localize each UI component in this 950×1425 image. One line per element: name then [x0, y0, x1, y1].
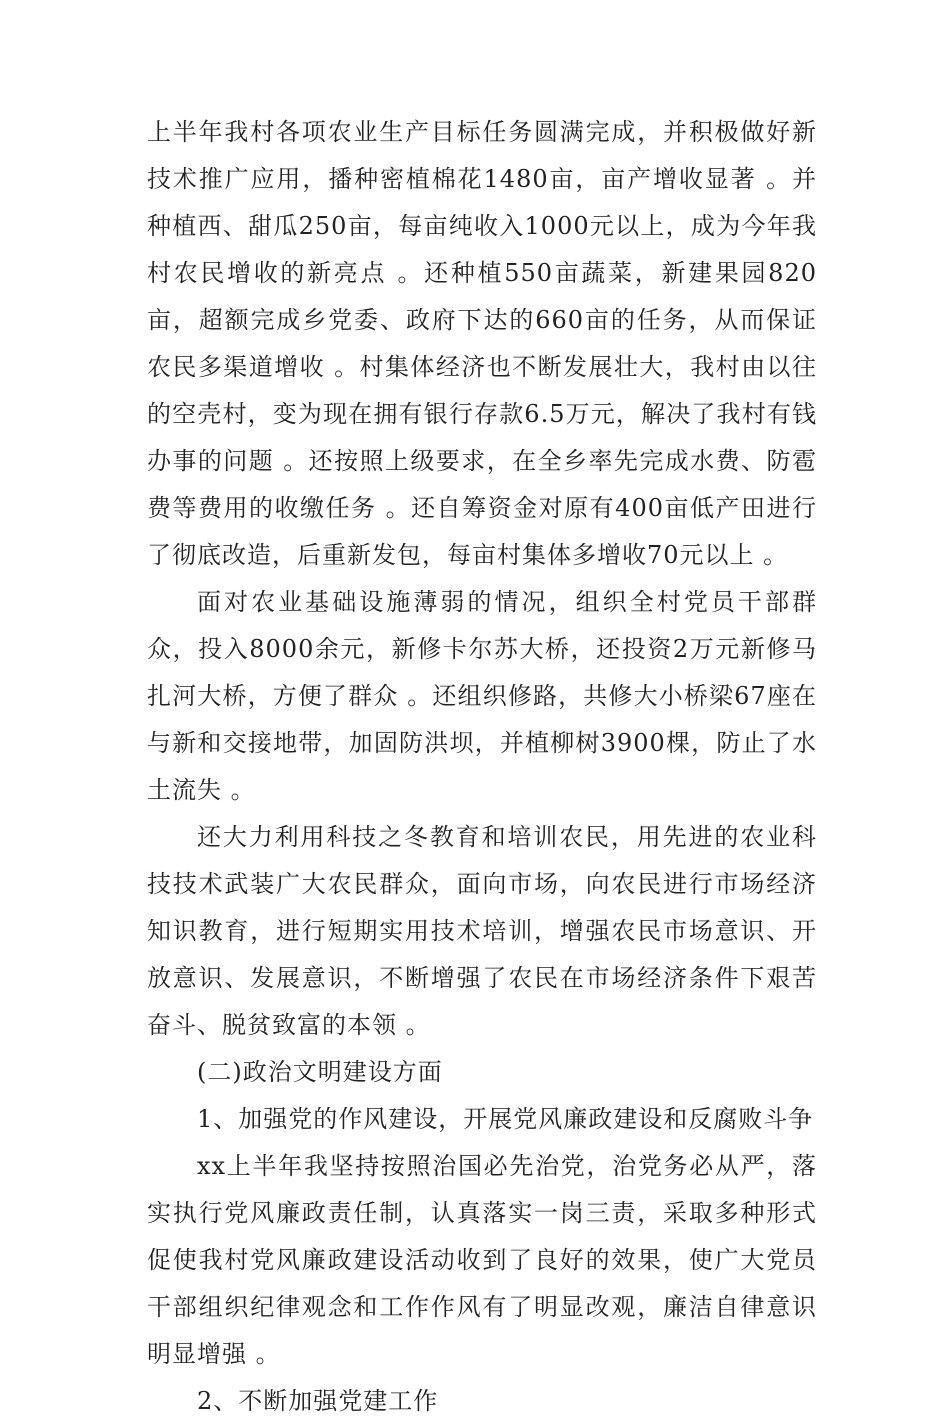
- document-body: [147, 109, 817, 1425]
- paragraph-anti-corruption: xx上半年我坚持按照治国必先治党，治党务必从严，落实执行党风廉政责任制，认真落实一岗三责，采取多种形式促使我村党风廉政建设活动收到了良好的效果，使广大党员干部组织纪律观念和工作作风有了明显改观，廉洁自律意识明显增强 。: [147, 1152, 817, 1368]
- paragraph-infrastructure: 面对农业基础设施薄弱的情况，组织全村党员干部群众，投入8000余元，新修卡尔苏大桥，还投资2万元新修马扎河大桥，方便了群众 。还组织修路，共修大小桥梁67座在与新和交接地带，加固防洪坝，并植柳树3900棵，防止了水土流失 。: [147, 588, 817, 804]
- subheading-party-building: 2、不断加强党建工作: [197, 1387, 439, 1415]
- paragraph-agriculture-results: 上半年我村各项农业生产目标任务圆满完成，并积极做好新技术推广应用，播种密植棉花1480亩，亩产增收显著 。并种植西、甜瓜250亩，每亩纯收入1000元以上，成为今年我村农民增收的新亮点 。还种植550亩蔬菜，新建果园820亩，超额完成乡党委、政府下达的660亩的任务，从而保证农民多渠道增收 。村集体经济也不断发展壮大，我村由以往的空壳村，变为现在拥有银行存款6.5万元，解决了我村有钱办事的问题 。还按照上级要求，在全乡率先完成水费、防雹费等费用的收缴任务 。还自筹资金对原有400亩低产田进行了彻底改造，后重新发包，每亩村集体多增收70元以上 。: [147, 118, 817, 569]
- paragraph-farmer-training: 还大力利用科技之冬教育和培训农民，用先进的农业科技技术武装广大农民群众，面向市场，向农民进行市场经济知识教育，进行短期实用技术培训，增强农民市场意识、开放意识、发展意识，不断增强了农民在市场经济条件下艰苦奋斗、脱贫致富的本领 。: [147, 823, 817, 1039]
- section-heading-political: (二)政治文明建设方面: [197, 1058, 443, 1086]
- subheading-party-style: 1、加强党的作风建设，开展党风廉政建设和反腐败斗争: [197, 1105, 814, 1133]
